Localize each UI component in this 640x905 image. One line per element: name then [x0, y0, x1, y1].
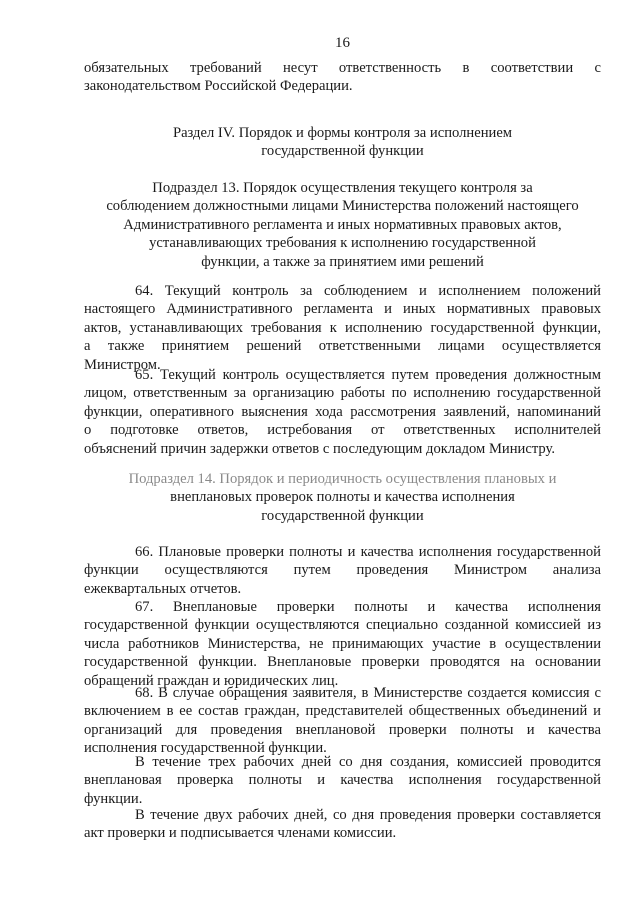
page-number: 16: [335, 35, 350, 51]
p65-line-4: о подготовке ответов, истребования от ответственных исполнителей: [84, 422, 601, 439]
p67-line-5: обращений граждан и юридических лиц.: [84, 672, 339, 689]
paragraph-68: [84, 684, 601, 758]
p68-line-1: 68. В случае обращения заявителя, в Министерстве создается комиссия с: [135, 685, 601, 701]
intro-line-2: законодательством Российской Федерации.: [84, 78, 353, 95]
section-iv-line-1: Раздел IV. Порядок и формы контроля за исполнением: [172, 125, 513, 141]
p64-line-2: настоящего Административного регламента и иных нормативных правовых: [84, 301, 601, 318]
p68-line-2: включением в ее состав граждан, представителей общественных объединений и: [84, 703, 601, 720]
subsection-13-line-5: функции, а также за принятием ими решений: [201, 253, 484, 270]
p66-line-2: функции осуществляются путем проведения Министром анализа: [84, 562, 601, 579]
paragraph-66: [84, 543, 601, 598]
section-iv-line-2: государственной функции: [261, 143, 424, 160]
subsection-13-heading: [84, 179, 601, 271]
p68b-line-3: функции.: [84, 790, 143, 807]
p68c-line-2: акт проверки и подписывается членами комиссии.: [84, 825, 397, 842]
p68-line-3: организаций для проведения внеплановой проверки полноты и качества: [84, 721, 601, 738]
p65-line-5: объяснений причин задержки ответов с последующим докладом Министру.: [84, 440, 555, 457]
p64-line-3: актов, устанавливающих требования к исполнению государственной функции,: [84, 319, 601, 336]
subsection-13-line-1: Подраздел 13. Порядок осуществления текущего контроля за: [152, 180, 533, 196]
paragraph-65: [84, 366, 601, 458]
p66-line-1: 66. Плановые проверки полноты и качества исполнения государственной: [135, 544, 601, 560]
intro-line-1: обязательных требований несут ответственность в соответствии с: [84, 60, 601, 76]
subsection-13-line-4: устанавливающих требования к исполнению государственной: [149, 235, 536, 252]
intro-paragraph: [84, 59, 601, 96]
section-iv-heading: [84, 124, 601, 161]
p67-line-1: 67. Внеплановые проверки полноты и качества исполнения: [135, 599, 601, 615]
p64-line-4: а также принятием решений ответственными лицами осуществляется: [84, 338, 601, 355]
p67-line-3: числа работников Министерства, не принимающих участие в осуществлении: [84, 635, 601, 652]
p64-line-5: Министром.: [84, 356, 161, 373]
paragraph-64: [84, 282, 601, 374]
p64-line-1: 64. Текущий контроль за соблюдением и исполнением положений: [135, 283, 601, 299]
p66-line-3: ежеквартальных отчетов.: [84, 580, 242, 597]
paragraph-67: [84, 598, 601, 690]
subsection-13-line-3: Административного регламента и иных нормативных правовых актов,: [123, 216, 562, 233]
p67-line-2: государственной функции осуществляются специально созданной комиссией из: [84, 617, 601, 634]
p65-line-2: лицом, ответственным за организацию работы по исполнению государственной: [84, 385, 601, 402]
subsection-14-heading: [84, 470, 601, 525]
p68-line-4: исполнения государственной функции.: [84, 740, 327, 757]
paragraph-68-continued: [84, 753, 601, 808]
subsection-13-line-2: соблюдением должностными лицами Министерства положений настоящего: [106, 198, 579, 215]
p67-line-4: государственной функции. Внеплановые проверки проводятся на основании: [84, 654, 601, 671]
subsection-14-line-3: государственной функции: [261, 507, 424, 524]
p68c-line-1: В течение двух рабочих дней, со дня проведения проверки составляется: [135, 807, 601, 823]
p68b-line-1: В течение трех рабочих дней со дня создания, комиссией проводится: [135, 754, 601, 770]
subsection-14-line-2: внеплановых проверок полноты и качества исполнения: [170, 489, 515, 506]
p68b-line-2: внеплановая проверка полноты и качества исполнения государственной: [84, 772, 601, 789]
subsection-14-line-1: Подраздел 14. Порядок и периодичность осуществления плановых и: [128, 471, 557, 487]
p65-line-3: функции, оперативного выяснения хода рассмотрения заявлений, напоминаний: [84, 403, 601, 420]
p65-line-1: 65. Текущий контроль осуществляется путем проведения должностным: [135, 367, 601, 383]
paragraph-68-final: [84, 806, 601, 843]
